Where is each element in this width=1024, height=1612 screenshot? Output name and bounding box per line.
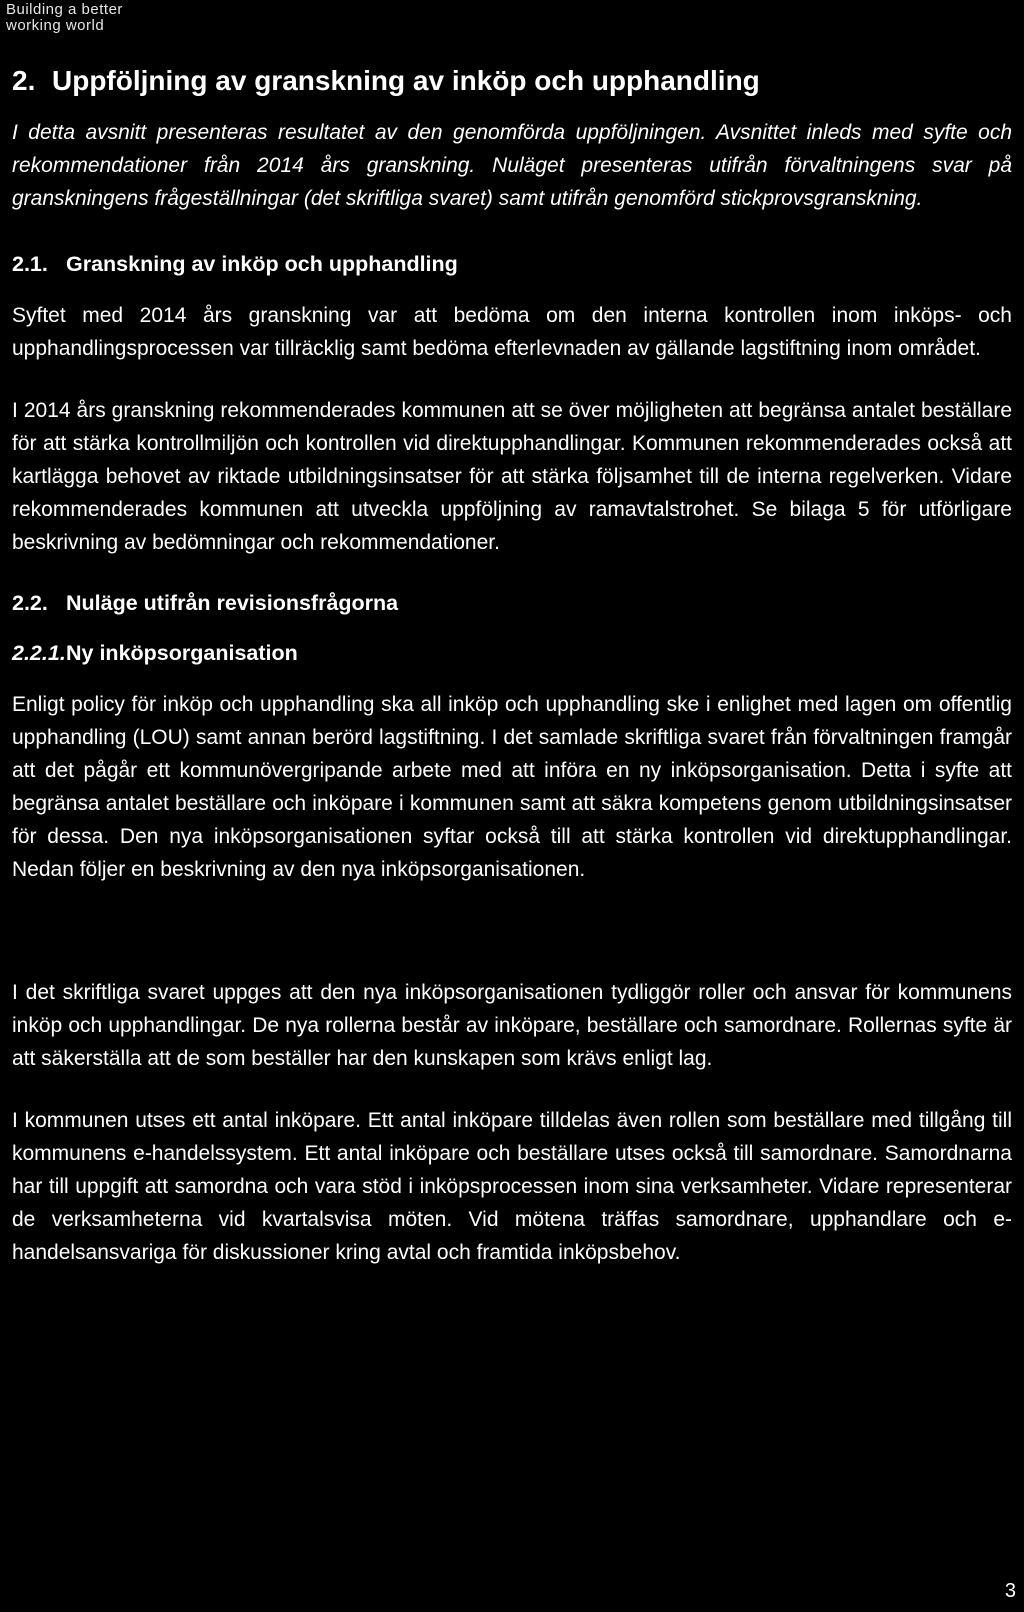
paragraph: I 2014 års granskning rekommenderades kommunen att se över möjligheten att begränsa antalet beställare för att stärka kontrollmiljön och kontrollen vid direktupphandlingar. Kommunen rekommenderades också att kartlägga behovet av riktade utbildningsinsatser för att stärka följsamhet till de interna regelverken. Vidare rekommenderades kommunen att utveckla uppföljning av ramavtalstrohet. Se bilaga 5 för utförligare beskrivning av bedömningar och rekommendationer.: [12, 399, 1012, 554]
subsection-heading-2-2-1: [12, 638, 1012, 668]
subsection-number: 2.2.: [12, 591, 48, 615]
document-body: [12, 62, 1012, 1298]
section-title: Uppföljning av granskning av inköp och upphandling: [52, 65, 760, 96]
paragraph: I det skriftliga svaret uppges att den nya inköpsorganisationen tydliggör roller och ansvar för kommunens inköp och upphandlingar. De nya rollerna består av inköpare, beställare och samordnare. Rollernas syfte är att säkerställa att de som beställer har den kunskapen som krävs enligt lag.: [12, 981, 1012, 1070]
subsection-heading-2-2: [12, 588, 1012, 618]
brand-tagline: [6, 2, 123, 34]
subsection-number: 2.1.: [12, 252, 48, 276]
subsection-heading-2-1: [12, 249, 1012, 279]
paragraph: Enligt policy för inköp och upphandling ska all inköp och upphandling ske i enlighet med lagen om offentlig upphandling (LOU) samt annan berörd lagstiftning. I det samlade skriftliga svaret från förvaltningen framgår att det pågår ett kommunövergripande arbete med att införa en ny inköpsorganisation. Detta i syfte att begränsa antalet beställare och inköpare i kommunen samt att säkra kompetens genom utbildningsinsatser för dessa. Den nya inköpsorganisationen syftar också till att stärka kontrollen vid direktupphandlingar. Nedan följer en beskrivning av den nya inköpsorganisationen.: [12, 693, 1012, 881]
paragraph: I kommunen utses ett antal inköpare. Ett antal inköpare tilldelas även rollen som beställare med tillgång till kommunens e-handelssystem. Ett antal inköpare och beställare utses också till samordnare. Samordnarna har till uppgift att samordna och vara stöd i inköpsprocessen inom sina verksamheter. Vidare representerar de verksamheterna vid kvartalsvisa möten. Vid mötena träffas samordnare, upphandlare och e-handelsansvariga för diskussioner kring avtal och framtida inköpsbehov.: [12, 1109, 1012, 1264]
subsection-title: Granskning av inköp och upphandling: [66, 252, 458, 276]
subsection-number: 2.2.1.: [12, 641, 66, 665]
paragraph: Syftet med 2014 års granskning var att bedöma om den interna kontrollen inom inköps- och upphandlingsprocessen var tillräcklig samt bedöma efterlevnaden av gällande lagstiftning inom området.: [12, 304, 1012, 360]
section-number: 2.: [12, 65, 36, 96]
page-number: 3: [1004, 1580, 1016, 1602]
brand-tagline-line2: working world: [6, 17, 105, 34]
brand-tagline-line1: Building a better: [6, 1, 123, 18]
subsection-title: Ny inköpsorganisation: [66, 641, 298, 665]
subsection-title: Nuläge utifrån revisionsfrågorna: [66, 591, 399, 615]
section-intro: I detta avsnitt presenteras resultatet av den genomförda uppföljningen. Avsnittet inleds med syfte och rekommendationer från 2014 års granskning. Nuläget presenteras utifrån förvaltningens svar på granskningens frågeställningar (det skriftliga svaret) samt utifrån genomförd stickprovsgranskning.: [12, 121, 1012, 210]
section-heading: [12, 62, 1012, 100]
